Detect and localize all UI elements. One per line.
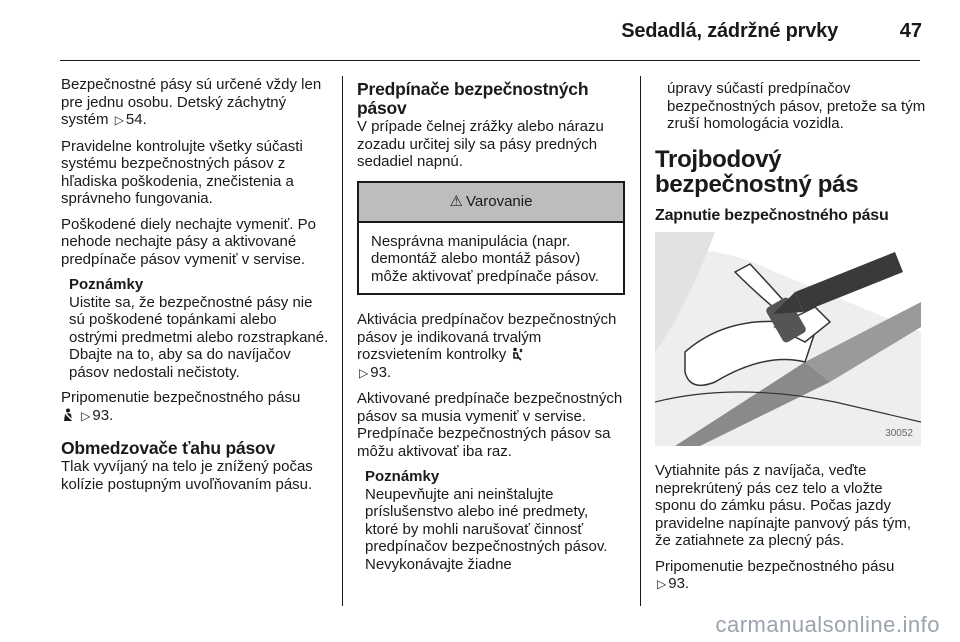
column-3: [655, 80, 927, 602]
paragraph: úpravy súčastí predpínačov bezpečnostných pásov, pretože sa tým zruší homologácia vozidla.: [667, 80, 926, 132]
paragraph: Aktivácia predpínačov bezpečnostných pásov je indikovaná trvalým rozsvietením kontrolky ▷ 93.: [357, 311, 617, 381]
seatbelt-icon: [61, 408, 75, 422]
page-number: 47: [899, 20, 922, 42]
chapter-heading: Trojbodový bezpečnostný pás: [655, 145, 859, 198]
page-ref-icon: ▷: [81, 408, 91, 423]
paragraph: Bezpečnostné pásy sú určené vždy len pre jednu osobu. Detský záchytný systém ▷ 54.: [61, 76, 322, 128]
note-title: Poznámky: [365, 468, 440, 485]
paragraph: V prípade čelnej zrážky alebo nárazu zozadu určitej sily sa pásy predných sedadiel napnú.: [357, 118, 604, 170]
page-ref-link[interactable]: 54.: [125, 111, 147, 128]
paragraph: Poškodené diely nechajte vymeniť. Po nehode nechajte pásy a aktivované predpínače pásov vymeniť v servise.: [61, 215, 316, 268]
page-title: Sedadlá, zádržné prvky: [621, 20, 838, 42]
section-heading: Obmedzovače ťahu pásov: [61, 438, 276, 458]
paragraph: Vytiahnite pás z navíjača, veďte neprekrútený pás cez telo a vložte sponu do zámku pásu. Počas jazdy pravidelne napínajte panvový pás tým, že zatiahnete za plecný pás.: [655, 462, 911, 549]
page-ref-icon: ▷: [657, 577, 667, 591]
paragraph: Pravidelne kontrolujte všetky súčasti systému bezpečnostných pásov z hľadiska poškodenia, znečistenia a správneho fungovania.: [61, 137, 303, 207]
page-ref-link[interactable]: 93.: [92, 406, 114, 424]
section-heading: Predpínače bezpečnostných pásov: [357, 79, 589, 118]
column-divider: [342, 76, 343, 606]
paragraph: Tlak vyvíjaný na telo je znížený počas kolízie postupným uvoľňovaním pásu.: [61, 458, 313, 493]
warning-triangle-icon: ⚠: [449, 192, 463, 210]
note-box: [69, 276, 329, 381]
paragraph: Pripomenutie bezpečnostného pásu ▷ 93.: [655, 557, 895, 592]
page-ref-link[interactable]: 93.: [668, 575, 690, 592]
page-ref-icon: ▷: [114, 113, 124, 127]
warning-title: Varovanie: [466, 192, 533, 210]
note-title: Poznámky: [69, 276, 144, 293]
note-box: [365, 468, 625, 573]
warning-header: [359, 183, 623, 223]
watermark-text: carmanualsonline.info: [715, 612, 940, 637]
subsection-heading: Zapnutie bezpečnostného pásu: [655, 206, 889, 224]
column-divider: [640, 76, 641, 606]
paragraph: Aktivované predpínače bezpečnostných pásov sa musia vymeniť v servise. Predpínače bezpečnostných pásov sa môžu aktivovať iba raz.: [357, 390, 623, 460]
figure-number: 30052: [885, 427, 913, 439]
note-text: Uistite sa, že bezpečnostné pásy nie sú poškodené topánkami alebo ostrými predmetmi alebo rozstrapkané. Dbajte na to, aby sa do navíjačov pásov nedostali nečistoty.: [69, 293, 329, 381]
header-divider: [60, 60, 920, 61]
warning-box: [357, 181, 625, 296]
seatbelt-fastening-illustration: [655, 232, 921, 446]
warning-text: Nesprávna manipulácia (napr. demontáž alebo montáž pásov) môže aktivovať predpínače pásov.: [371, 232, 599, 285]
page-ref-link[interactable]: 93.: [370, 363, 392, 381]
note-text: Neupevňujte ani neinštalujte príslušenstvo alebo iné predmety, ktoré by mohli narušovať činnosť predpínačov bezpečnostných pásov. Nevykonávajte žiadne: [365, 485, 608, 573]
page-ref-icon: ▷: [359, 365, 369, 380]
column-1: [61, 76, 329, 501]
page-header: [0, 0, 960, 60]
column-2: [357, 80, 625, 581]
illustration-svg: [655, 232, 921, 446]
airbag-lamp-icon: [510, 347, 524, 361]
paragraph: Pripomenutie bezpečnostného pásu ▷ 93.: [61, 389, 301, 424]
